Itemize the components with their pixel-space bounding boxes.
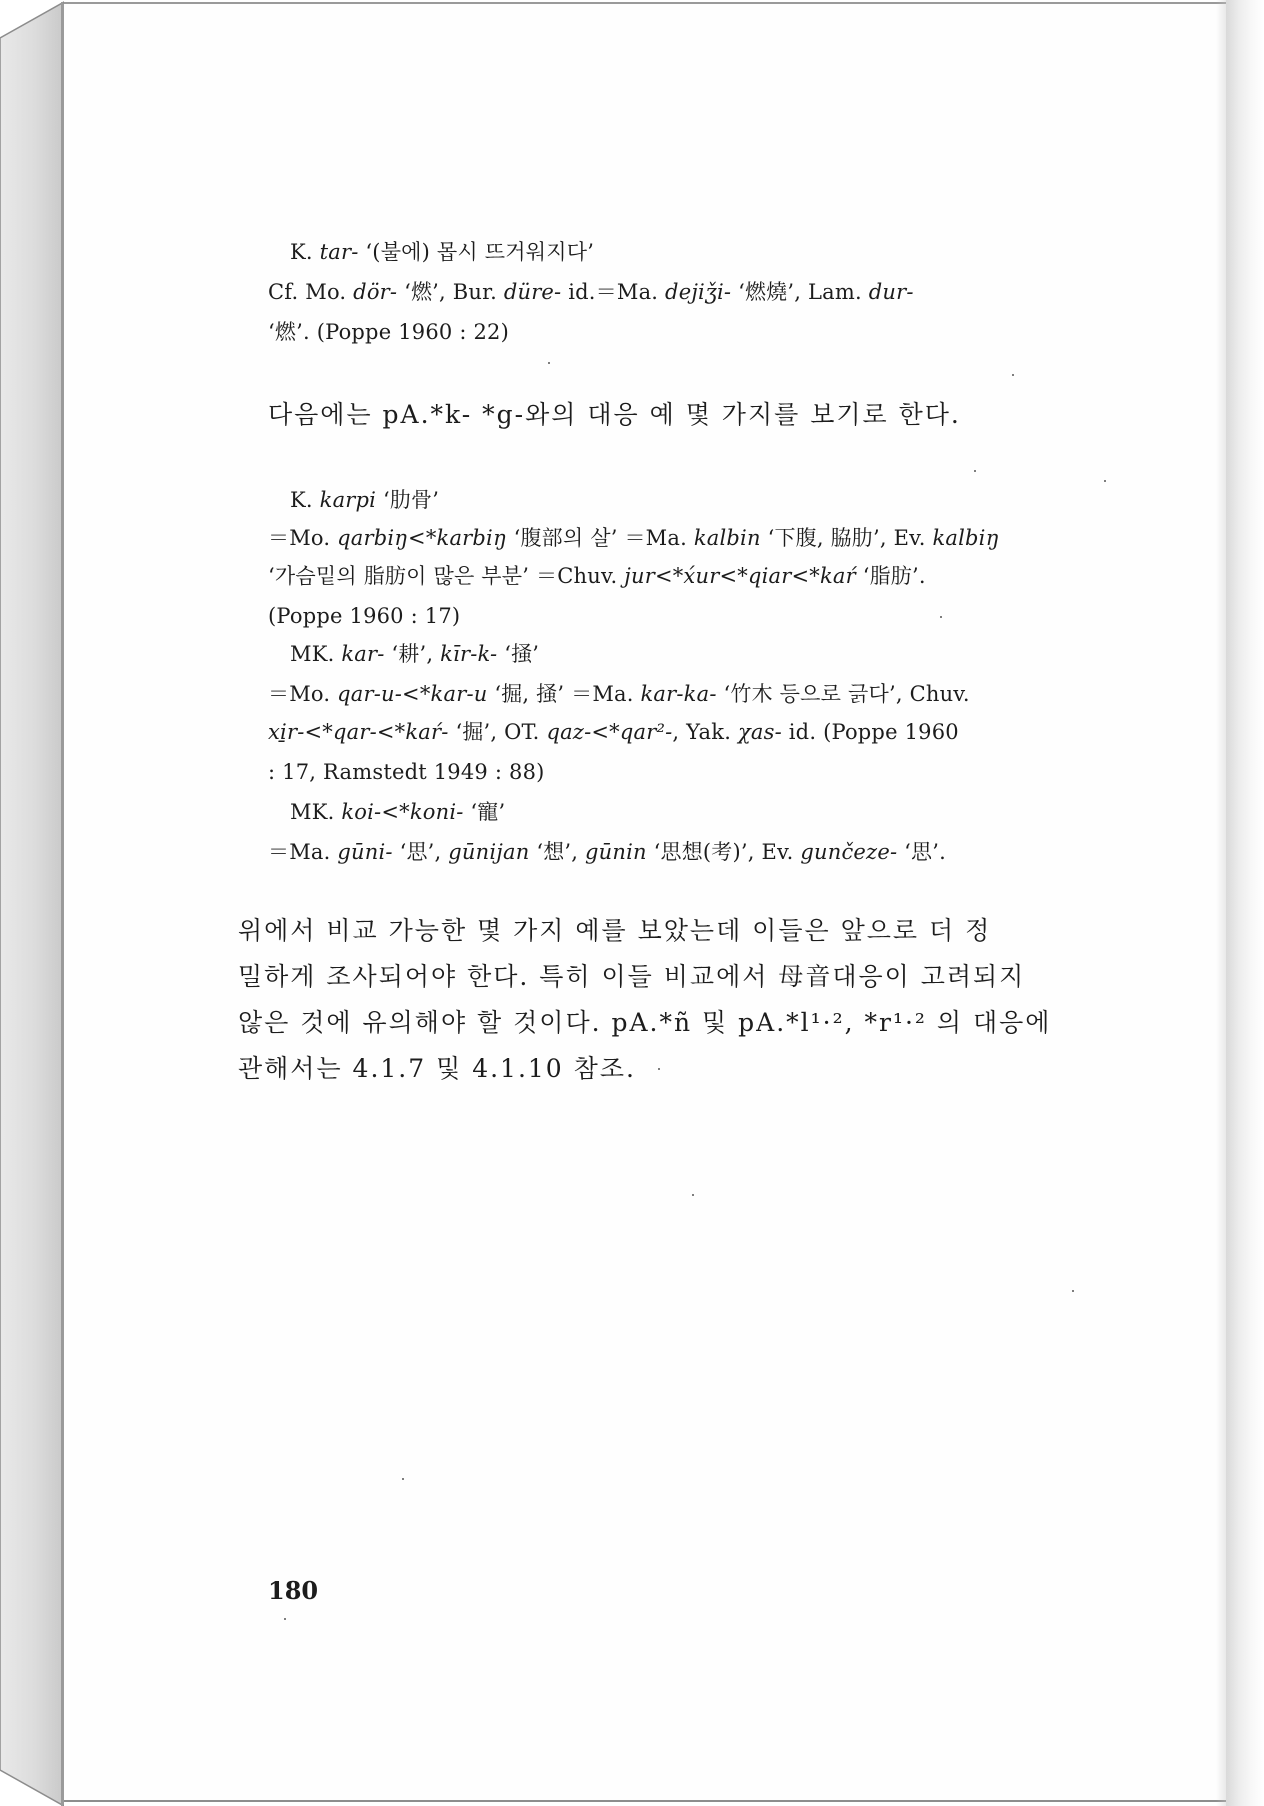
scan-speck <box>1072 1290 1074 1292</box>
page-edge <box>1226 0 1264 1806</box>
body-paragraph: 다음에는 pA.*k- *g-와의 대응 예 몇 가지를 보기로 한다. <box>268 400 961 429</box>
etymology-line: K. tar- ‘(불에) 몹시 뜨거워지다’ <box>290 240 595 264</box>
body-paragraph-line: 위에서 비교 가능한 몇 가지 예를 보았는데 이들은 앞으로 더 정 <box>238 916 992 945</box>
etymology-line: MK. kar- ‘耕’, kīr-k- ‘掻’ <box>290 642 540 666</box>
scan-speck <box>284 1618 286 1620</box>
etymology-line: ‘燃’. (Poppe 1960 : 22) <box>268 320 509 344</box>
etymology-line: Cf. Mo. dör- ‘燃’, Bur. düre- id.＝Ma. dejiǯi- ‘燃燒’, Lam. dur- <box>268 280 914 304</box>
etymology-line: K. karpi ‘肋骨’ <box>290 488 440 512</box>
etymology-line: ＝Mo. qar-u-<*kar-u ‘掘, 掻’ ＝Ma. kar-ka- ‘竹木 등으로 긁다’, Chuv. <box>268 682 970 706</box>
scan-speck <box>1012 374 1014 376</box>
etymology-line: ＝Mo. qarbiŋ<*karbiŋ ‘腹部의 살’ ＝Ma. kalbin ‘下腹, 脇肋’, Ev. kalbiŋ <box>268 526 1000 550</box>
page-number: 180 <box>268 1576 319 1605</box>
etymology-line: : 17, Ramstedt 1949 : 88) <box>268 760 545 784</box>
scan-speck <box>1104 480 1106 482</box>
etymology-line: ＝Ma. gūni- ‘思’, gūnijan ‘想’, gūnin ‘思想(考)’, Ev. gunčeze- ‘思’. <box>268 840 946 864</box>
body-paragraph-line: 관해서는 4.1.7 및 4.1.10 참조. <box>238 1054 636 1083</box>
etymology-line: (Poppe 1960 : 17) <box>268 604 461 628</box>
body-paragraph-line: 않은 것에 유의해야 할 것이다. pA.*ñ 및 pA.*l¹·², *r¹·² 의 대응에 <box>238 1008 1052 1037</box>
scan-speck <box>974 470 976 472</box>
etymology-line: xi̱r-<*qar-<*kaŕ- ‘掘’, OT. qaz-<*qar²-, Yak. χas- id. (Poppe 1960 <box>268 720 959 744</box>
book-page <box>64 2 1226 1802</box>
body-paragraph-line: 밀하게 조사되어야 한다. 특히 이들 비교에서 母音대응이 고려되지 <box>238 962 1026 991</box>
scan-speck <box>658 1068 660 1070</box>
scan-speck <box>402 1478 404 1480</box>
scan-speck <box>940 616 942 618</box>
etymology-line: MK. koi-<*koni- ‘寵’ <box>290 800 506 824</box>
etymology-line: ‘가슴밑의 脂肪이 많은 부분’ ＝Chuv. jur<*x́ur<*qiar<*kaŕ ‘脂肪’. <box>268 564 926 588</box>
book-spine <box>0 0 64 1806</box>
scan-speck <box>692 1194 694 1196</box>
scan-speck <box>548 362 550 364</box>
spine-shading <box>0 0 64 1806</box>
